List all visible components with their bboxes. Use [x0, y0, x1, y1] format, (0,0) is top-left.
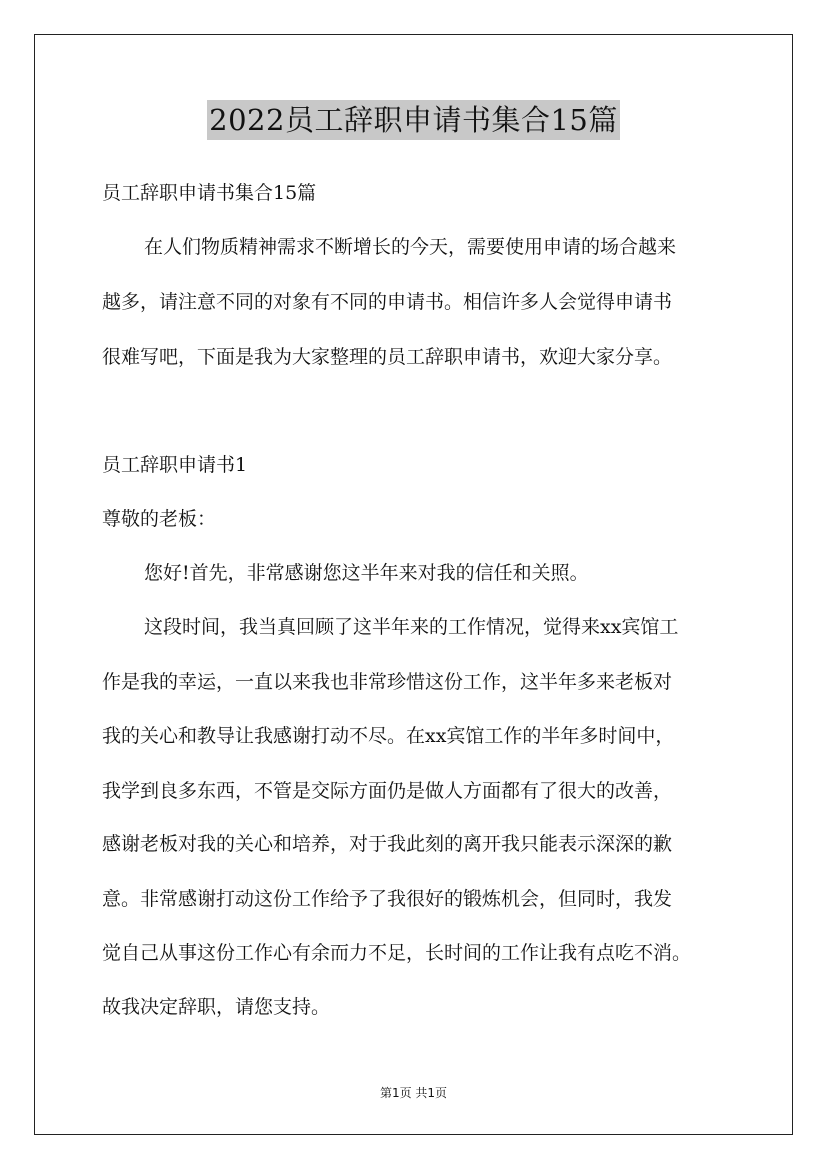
- salutation: 尊敬的老板：: [102, 508, 217, 530]
- body-line-8: 故我决定辞职，请您支持。: [102, 996, 331, 1018]
- intro-line-2: 越多，请注意不同的对象有不同的申请书。相信许多人会觉得申请书: [102, 291, 673, 313]
- body-line-7: 觉自己从事这份工作心有余而力不足，长时间的工作让我有点吃不消。: [102, 942, 692, 964]
- body-line-1: 这段时间，我当真回顾了这半年来的工作情况，觉得来xx宾馆工: [144, 616, 679, 638]
- document-title: 2022员工辞职申请书集合15篇: [207, 100, 620, 140]
- body-line-3: 我的关心和教导让我感谢打动不尽。在xx宾馆工作的半年多时间中，: [102, 725, 675, 747]
- intro-line-1: 在人们物质精神需求不断增长的今天，需要使用申请的场合越来: [144, 236, 677, 258]
- body-line-4: 我学到良多东西，不管是交际方面仍是做人方面都有了很大的改善，: [102, 780, 673, 802]
- section-heading: 员工辞职申请书1: [102, 454, 248, 476]
- title-block: [0, 100, 827, 140]
- page-number-footer: 第1页 共1页: [379, 1086, 448, 1100]
- greeting-line: 您好!首先，非常感谢您这半年来对我的信任和关照。: [144, 562, 589, 584]
- body-line-2: 作是我的幸运，一直以来我也非常珍惜这份工作，这半年多来老板对: [102, 671, 673, 693]
- body-line-6: 意。非常感谢打动这份工作给予了我很好的锻炼机会，但同时，我发: [102, 888, 673, 910]
- body-line-5: 感谢老板对我的关心和培养，对于我此刻的离开我只能表示深深的歉: [102, 833, 673, 855]
- intro-line-3: 很难写吧，下面是我为大家整理的员工辞职申请书，欢迎大家分享。: [102, 346, 673, 368]
- document-subtitle: 员工辞职申请书集合15篇: [102, 182, 317, 204]
